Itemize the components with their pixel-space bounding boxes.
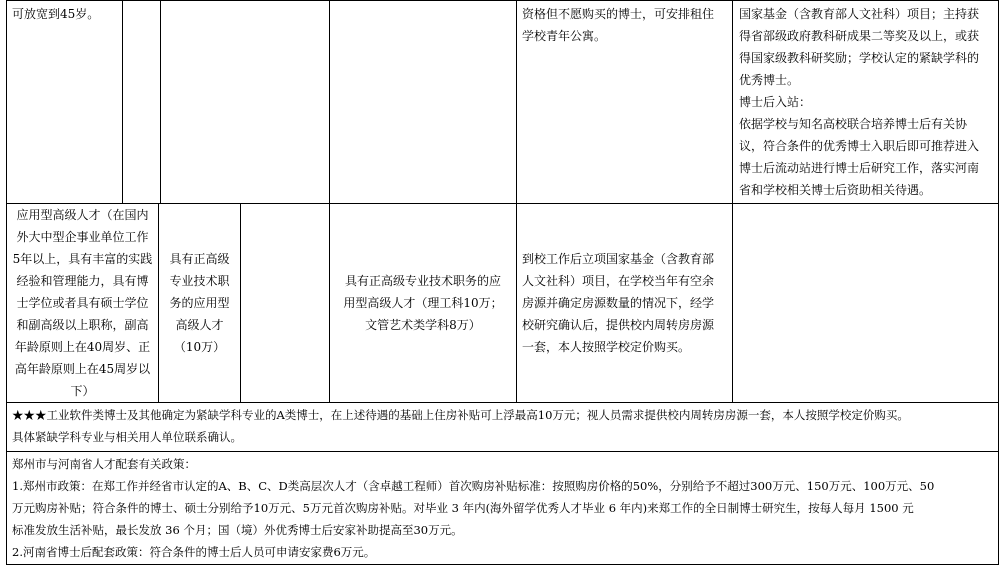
applied-category xyxy=(7,204,158,402)
text-line: 外大中型企事业单位工作 xyxy=(16,230,149,244)
top-row-research xyxy=(739,3,979,201)
text-line: 一套，本人按照学校定价购买。 xyxy=(522,340,691,354)
table-rule xyxy=(6,0,999,1)
text-line: 具有正高级 xyxy=(169,252,230,266)
text-line: 年龄原则上在40周岁、正 xyxy=(14,340,151,354)
table-rule xyxy=(732,0,733,203)
text-line: 经验和管理能力，具有博 xyxy=(16,274,149,288)
applied-subsidy xyxy=(330,270,516,336)
table-rule xyxy=(160,0,161,203)
text-line: 优秀博士。 xyxy=(739,73,800,87)
text-line: 下） xyxy=(70,384,95,398)
table-rule xyxy=(329,0,330,203)
text-line: 具有正高级专业技术职务的应 xyxy=(344,274,501,288)
table-rule xyxy=(6,451,999,452)
text-line: 专业技术职 xyxy=(169,274,230,288)
policy-section xyxy=(12,453,934,563)
table-rule xyxy=(732,203,733,402)
applied-level xyxy=(159,248,240,358)
text-line: 5年以上，具有丰富的实践 xyxy=(12,252,153,266)
text-line: 资格但不愿购买的博士，可安排租住 xyxy=(522,7,715,21)
table-rule xyxy=(998,0,999,565)
applied-housing xyxy=(522,248,714,358)
text-line: 省和学校相关博士后资助相关待遇。 xyxy=(739,183,932,197)
text-line: 应用型高级人才（在国内 xyxy=(16,208,149,222)
text-line: 博士后流动站进行博士后研究工作，落实河南 xyxy=(739,161,980,175)
text-line: ★★★工业软件类博士及其他确定为紧缺学科专业的A类博士，在上述待遇的基础上住房补贴可上浮最高10万元；视人员需求提供校内周转房房源一套，本人按照学校定价购买。 xyxy=(12,408,909,422)
note-row xyxy=(12,404,909,448)
text-line: 高年龄原则上在45周岁以 xyxy=(14,362,151,376)
text-line: 到校工作后立项国家基金（含教育部 xyxy=(522,252,715,266)
text-line: （10万） xyxy=(173,340,226,354)
text-line: 房源并确定房源数量的情况下，经学 xyxy=(522,296,715,310)
text-line: 校研究确认后，提供校内周转房房源 xyxy=(522,318,715,332)
text-line: 2.河南省博士后配套政策：符合条件的博士后人员可申请安家费6万元。 xyxy=(12,545,376,559)
text-line: 得国家级教科研奖励；学校认定的紧缺学科的 xyxy=(739,51,980,65)
text-line: 万元购房补贴；符合条件的博士、硕士分别给予10万元、5万元首次购房补贴。对毕业 3 年内(海外留学优秀人才毕业 6 年内)来郑工作的全日制博士研究生，按每人每月 1500 元 xyxy=(12,501,914,515)
table-rule xyxy=(122,0,123,203)
text-line: 务的应用型 xyxy=(169,296,230,310)
top-row-housing xyxy=(522,3,714,47)
text-line: 依据学校与知名高校联合培养博士后有关协 xyxy=(739,117,968,131)
text-line: 人文社科）项目，在学校当年有空余 xyxy=(522,274,715,288)
text-line: 标准发放生活补贴，最长发放 36 个月；国（境）外优秀博士后安家补助提高至30万元。 xyxy=(12,523,463,537)
text-line: 议，符合条件的优秀博士入职后即可推荐进入 xyxy=(739,139,980,153)
table-rule xyxy=(6,402,999,403)
table-rule xyxy=(516,0,517,203)
text-line: 学校青年公寓。 xyxy=(522,29,607,43)
text-line: 国家基金（含教育部人文社科）项目；主持获 xyxy=(739,7,980,21)
text-line: 和副高级以上职称，副高 xyxy=(16,318,149,332)
text-line: 文管艺术类学科8万） xyxy=(365,318,481,332)
policy-title: 郑州市与河南省人才配套有关政策： xyxy=(12,457,196,471)
text-line: 得省部级政府教科研成果二等奖及以上，或获 xyxy=(739,29,980,43)
table-rule xyxy=(6,564,999,565)
text-line: 博士后入站： xyxy=(739,95,812,109)
text-line: 用型高级人才（理工科10万； xyxy=(343,296,503,310)
text-line: 高级人才 xyxy=(175,318,224,332)
text-line: 可放宽到45岁。 xyxy=(12,7,100,21)
text-line: 具体紧缺学科专业与相关用人单位联系确认。 xyxy=(12,430,242,444)
text-line: 1.郑州市政策：在郑工作并经省市认定的A、B、C、D类高层次人才（含卓越工程师）首次购房补贴标准：按照购房价格的50%，分别给予不超过300万元、150万元、100万元、50 xyxy=(12,479,935,493)
text-line: 士学位或者具有硕士学位 xyxy=(16,296,149,310)
table-rule xyxy=(240,203,241,402)
top-row-col1 xyxy=(12,3,99,25)
table-rule xyxy=(516,203,517,402)
